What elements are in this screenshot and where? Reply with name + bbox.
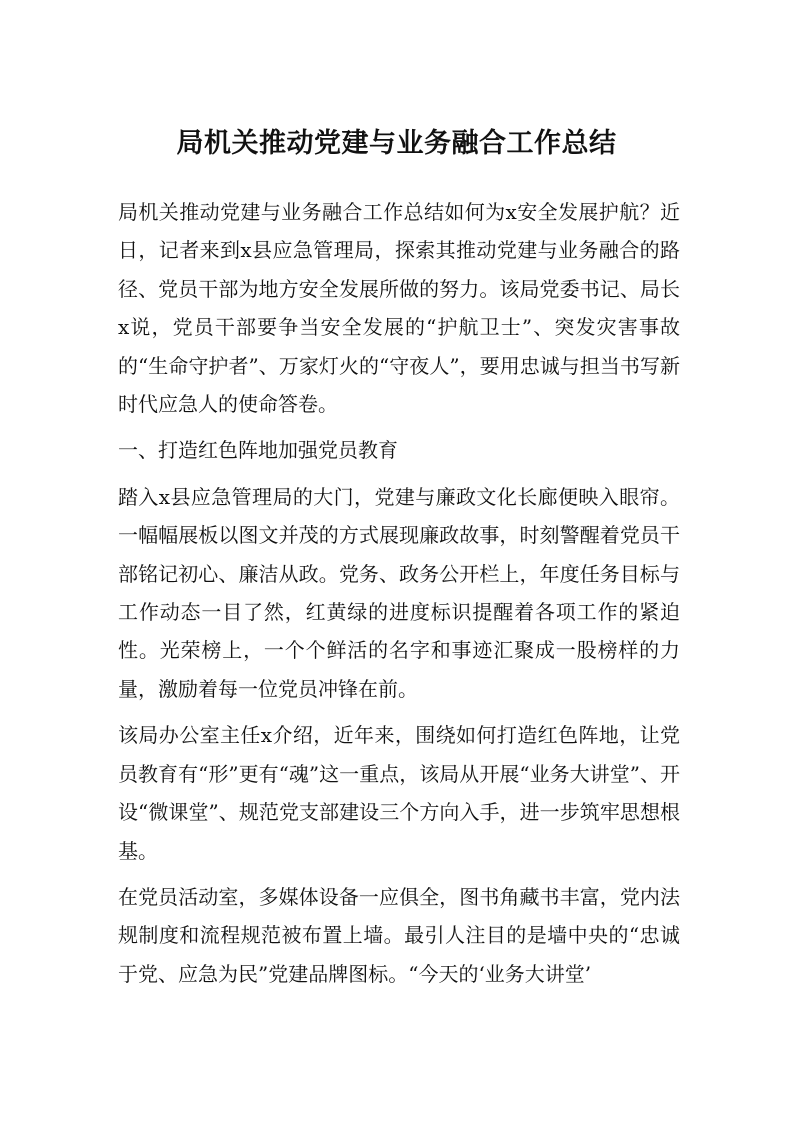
body-paragraph: 踏入x县应急管理局的大门，党建与廉政文化长廊便映入眼帘。一幅幅展板以图文并茂的方式展现廉政故事，时刻警醒着党员干部铭记初心、廉洁从政。党务、政务公开栏上，年度任务目标与工作动态一目了然，红黄绿的进度标识提醒着各项工作的紧迫性。光荣榜上，一个个鲜活的名字和事迹汇聚成一股榜样的力量，激励着每一位党员冲锋在前。	[118, 484, 680, 701]
document-body	[118, 193, 680, 1001]
body-paragraph: 该局办公室主任x介绍，近年来，围绕如何打造红色阵地，让党员教育有“形”更有“魂”这一重点，该局从开展“业务大讲堂”、开设“微课堂”、规范党支部建设三个方向入手，进一步筑牢思想根基。	[118, 723, 680, 863]
section-heading: 一、打造红色阵地加强党员教育	[118, 438, 398, 463]
document-title: 局机关推动党建与业务融合工作总结	[176, 128, 617, 159]
body-paragraph: 在党员活动室，多媒体设备一应俱全，图书角藏书丰富，党内法规制度和流程规范被布置上墙。最引人注目的是墙中央的“忠诚于党、应急为民”党建品牌图标。“今天的‘业务大讲堂’	[118, 884, 680, 986]
intro-paragraph: 局机关推动党建与业务融合工作总结如何为x安全发展护航？近日，记者来到x县应急管理局，探索其推动党建与业务融合的路径、党员干部为地方安全发展所做的努力。该局党委书记、局长x说，党员干部要争当安全发展的“护航卫士”、突发灾害事故的“生命守护者”、万家灯火的“守夜人”，要用忠诚与担当书写新时代应急人的使命答卷。	[118, 200, 680, 417]
